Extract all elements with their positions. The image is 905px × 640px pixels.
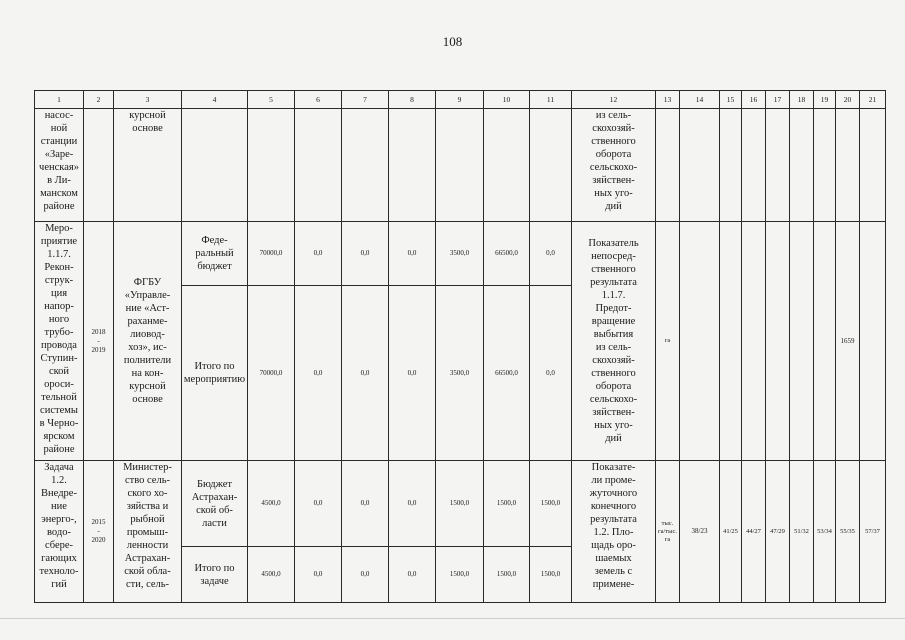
cell-period: 2018 - 2019 [84,222,114,461]
header-cell: 16 [742,91,766,109]
cell-source: Бюджет Астрахан- ской об- ласти [182,461,248,547]
header-cell: 6 [295,91,342,109]
cell-amount [248,109,295,222]
header-cell: 17 [766,91,790,109]
cell-amount: 66500,0 [484,286,530,461]
cell-amount: 70000,0 [248,222,295,286]
cell-source: Итого по мероприятию [182,286,248,461]
cell-amount: 0,0 [530,222,572,286]
cell-value [836,109,860,222]
header-cell: 5 [248,91,295,109]
cell-period: 2015 - 2020 [84,461,114,603]
cell-source: Феде- ральный бюджет [182,222,248,286]
cell-amount: 1500,0 [484,461,530,547]
cell-value [766,109,790,222]
cell-amount [389,109,436,222]
cell-amount: 4500,0 [248,547,295,603]
cell-value [680,109,720,222]
cell-unit: тыс. га/тыс. га [656,461,680,603]
cell-value: 57/37 [860,461,886,603]
cell-indicator: из сель- скохозяй- ственного оборота сельскохо- зяйствен- ных уго- дий [572,109,656,222]
header-cell: 20 [836,91,860,109]
table-row [35,222,886,286]
cell-amount: 0,0 [295,222,342,286]
cell-value [720,109,742,222]
cell-amount: 4500,0 [248,461,295,547]
cell-amount [484,109,530,222]
cell-amount [295,109,342,222]
header-cell: 1 [35,91,84,109]
header-cell: 21 [860,91,886,109]
cell-amount: 0,0 [295,461,342,547]
cell-value [814,109,836,222]
page-number: 108 [442,34,463,49]
cell-amount: 66500,0 [484,222,530,286]
cell-amount: 0,0 [342,222,389,286]
cell-value [742,222,766,461]
cell-amount: 3500,0 [436,286,484,461]
header-cell: 3 [114,91,182,109]
cell-amount: 1500,0 [530,547,572,603]
cell-executor: курсной основе [114,109,182,222]
cell-indicator: Показате- ли проме- жуточного конечного результата 1.2. Пло- щадь оро- шаемых земель с примене- [572,461,656,603]
header-cell: 4 [182,91,248,109]
program-table [34,90,886,603]
cell-value: 44/27 [742,461,766,603]
cell-value [790,222,814,461]
cell-indicator: Показатель непосред- ственного результата 1.1.7. Предот- вращение выбытия из сель- скохозяй- ственного оборота сельскохо- зяйствен- ных уго- дий [572,222,656,461]
cell-value: 47/29 [766,461,790,603]
table-row [35,109,886,222]
header-cell: 11 [530,91,572,109]
header-cell: 13 [656,91,680,109]
cell-amount [436,109,484,222]
table-row [35,461,886,547]
cell-amount: 1500,0 [436,461,484,547]
header-cell: 12 [572,91,656,109]
cell-value: 1659 [836,222,860,461]
cell-amount: 0,0 [342,461,389,547]
header-row [35,91,886,109]
cell-amount: 0,0 [389,547,436,603]
header-cell: 14 [680,91,720,109]
cell-value [860,109,886,222]
header-cell: 7 [342,91,389,109]
cell-amount: 0,0 [389,286,436,461]
cell-amount: 0,0 [295,547,342,603]
header-cell: 8 [389,91,436,109]
cell-amount: 0,0 [389,222,436,286]
cell-amount: 1500,0 [484,547,530,603]
cell-value [860,222,886,461]
header-cell: 15 [720,91,742,109]
header-cell: 19 [814,91,836,109]
cell-name: Меро- приятие 1.1.7. Рекон- струк- ция напор- ного трубо- провода Ступин- ской ороси- тельной системы в Черно- ярском районе [35,222,84,461]
cell-amount: 0,0 [530,286,572,461]
cell-value: 55/35 [836,461,860,603]
cell-value [680,222,720,461]
cell-amount [530,109,572,222]
cell-amount: 0,0 [342,547,389,603]
header-cell: 10 [484,91,530,109]
scan-edge [0,618,905,619]
cell-source [182,109,248,222]
cell-value [814,222,836,461]
cell-value: 38/23 [680,461,720,603]
cell-amount: 1500,0 [436,547,484,603]
cell-value [720,222,742,461]
cell-unit: га [656,222,680,461]
header-cell: 18 [790,91,814,109]
cell-unit [656,109,680,222]
cell-value [766,222,790,461]
cell-amount: 70000,0 [248,286,295,461]
cell-amount: 0,0 [295,286,342,461]
cell-amount: 0,0 [389,461,436,547]
cell-value [790,109,814,222]
cell-value: 53/34 [814,461,836,603]
cell-value: 51/32 [790,461,814,603]
cell-executor: ФГБУ «Управле- ние «Аст- раханме- лиовод- хоз», ис- полнители на кон- курсной основе [114,222,182,461]
cell-amount [342,109,389,222]
cell-name: насос- ной станции «Заре- ченская» в Ли- манском районе [35,109,84,222]
cell-amount: 3500,0 [436,222,484,286]
cell-source: Итого по задаче [182,547,248,603]
cell-value: 41/25 [720,461,742,603]
cell-executor: Министер- ство сель- ского хо- зяйства и рыбной промыш- ленности Астрахан- ской обла- сти, сель- [114,461,182,603]
cell-value [742,109,766,222]
cell-period [84,109,114,222]
cell-amount: 1500,0 [530,461,572,547]
header-cell: 2 [84,91,114,109]
cell-name: Задача 1.2. Внедре- ние энерго-, водо- сбере- гающих техноло- гий [35,461,84,603]
header-cell: 9 [436,91,484,109]
cell-amount: 0,0 [342,286,389,461]
